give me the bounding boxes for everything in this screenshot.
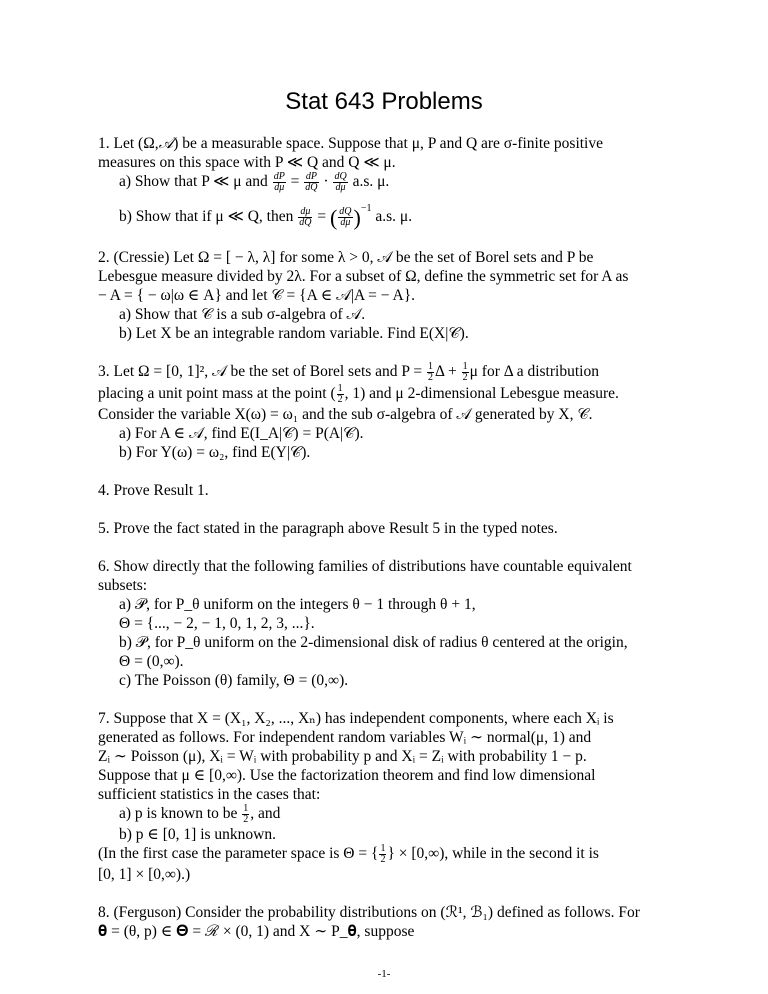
exponent-minus-one: −1 <box>360 203 372 214</box>
fraction-dp-dq: $\frac{dP}{dQ}$ <box>305 171 318 193</box>
problem-7-part-a-suffix: , and <box>250 805 281 823</box>
problem-7-part-a-prefix: a) p is known to be <box>119 805 238 823</box>
problem-7-part-b: b) p ∈ [0, 1] is unknown. <box>119 826 276 843</box>
problem-7-line5: sufficient statistics in the cases that: <box>98 786 321 803</box>
problem-3-line2-b: , 1) and μ 2-dimensional Lebesgue measure. <box>344 385 619 403</box>
equals-sign: = <box>290 173 300 191</box>
problem-6-line1: 6. Show directly that the following families of distributions have countable equivalent <box>98 558 632 575</box>
problem-7-line6-b: } × [0,∞), while in the second it is <box>387 845 599 863</box>
problem-1-part-a-suffix: a.s. μ. <box>352 173 390 191</box>
problem-3-part-a: a) For A ∈ 𝒜, find E(I_A|𝒞) = P(A|𝒞). <box>119 425 364 442</box>
problem-2-part-b: b) Let X be an integrable random variable. Find E(X|𝒞). <box>119 325 469 342</box>
problem-1-part-b <box>119 199 412 228</box>
problem-3-line1-c: μ for Δ a distribution <box>469 363 599 381</box>
fraction-dq-dmu-2: $\frac{dQ}{d\mu}$ <box>339 205 352 228</box>
problem-3-line2 <box>98 384 619 405</box>
problem-7-part-a <box>119 804 280 825</box>
problem-4: 4. Prove Result 1. <box>98 482 209 499</box>
problem-7-line6 <box>98 844 599 865</box>
fraction-dp-dmu: $\frac{dP}{d\mu}$ <box>273 171 285 193</box>
problem-7-line4: Suppose that μ ∈ [0,∞). Use the factorization theorem and find low dimensional <box>98 767 596 784</box>
problem-1-intro-a: 1. Let (Ω, <box>98 135 159 152</box>
problem-2-line1: 2. (Cressie) Let Ω = [ − λ, λ] for some λ > 0, 𝒜 be the set of Borel sets and P be <box>98 249 594 266</box>
fraction-half-2: $\frac{1}{2}$ <box>462 361 468 383</box>
problem-6-part-c: c) The Poisson (θ) family, Θ = (0,∞). <box>119 672 349 689</box>
problem-2-line3: − A = { − ω|ω ∈ A} and let 𝒞 = {A ∈ 𝒜|A = − A}. <box>98 287 416 304</box>
problem-2-line2: Lebesgue measure divided by 2λ. For a subset of Ω, define the symmetric set for A as <box>98 268 629 285</box>
problem-6-line2: subsets: <box>98 577 148 594</box>
problem-3-line1-a: 3. Let Ω = [0, 1]², 𝒜 be the set of Borel sets and P = <box>98 363 423 381</box>
problem-8-line2: 𝛉 = (θ, p) ∈ 𝚯 = ℛ × (0, 1) and X ∼ P_𝛉, suppose <box>98 923 415 940</box>
problem-1-intro <box>98 134 603 153</box>
dot-operator: · <box>323 173 329 191</box>
problem-1-part-b-suffix: a.s. μ. <box>375 208 413 225</box>
fraction-dq-dmu: $\frac{dQ}{d\mu}$ <box>334 171 347 193</box>
left-paren: ( <box>329 204 338 230</box>
problem-3-line3: Consider the variable X(ω) = ω₁ and the sub σ-algebra of 𝒜 generated by X, 𝒞. <box>98 406 593 423</box>
fraction-half: $\frac{1}{2}$ <box>427 361 433 383</box>
equals-sign-2: = <box>317 208 327 225</box>
problem-7-line7: [0, 1] × [0,∞).) <box>98 866 191 883</box>
problem-7-line6-a: (In the first case the parameter space is Θ = { <box>98 845 379 863</box>
fraction-dmu-dq: $\frac{d\mu}{dQ}$ <box>299 205 312 228</box>
right-paren: ) <box>353 204 361 230</box>
fraction-half-4: $\frac{1}{2}$ <box>243 803 249 825</box>
problem-6-part-a-line2: Θ = {..., − 2, − 1, 0, 1, 2, 3, ...}. <box>119 615 315 632</box>
problem-5: 5. Prove the fact stated in the paragraph above Result 5 in the typed notes. <box>98 520 558 537</box>
problem-3-line2-a: placing a unit point mass at the point ( <box>98 385 336 403</box>
problem-3-line1 <box>98 362 599 383</box>
problem-6-part-b-line2: Θ = (0,∞). <box>119 653 184 670</box>
sigma-algebra-symbol: 𝒜 <box>158 134 174 152</box>
page-number: -1- <box>377 968 391 980</box>
problem-7-line3: Zᵢ ∼ Poisson (μ), Xᵢ = Wᵢ with probability p and Xᵢ = Zᵢ with probability 1 − p. <box>98 748 587 765</box>
problem-7-line2: generated as follows. For independent random variables Wᵢ ∼ normal(μ, 1) and <box>98 729 592 746</box>
problem-3-line1-b: Δ + <box>434 363 457 381</box>
fraction-half-5: $\frac{1}{2}$ <box>380 843 386 865</box>
problem-8-line1: 8. (Ferguson) Consider the probability distributions on (ℛ¹, ℬ₁) defined as follows. For <box>98 904 640 921</box>
problem-2-part-a: a) Show that 𝒞 is a sub σ-algebra of 𝒜. <box>119 306 366 323</box>
problem-1-part-a-prefix: a) Show that P ≪ μ and <box>119 173 268 191</box>
problem-1-intro-line2: measures on this space with P ≪ Q and Q ≪ μ. <box>98 154 396 171</box>
problem-1-part-b-prefix: b) Show that if μ ≪ Q, then <box>119 208 294 225</box>
problem-1-intro-b: ) be a measurable space. Suppose that μ, P and Q are σ-finite positive <box>173 135 603 152</box>
problem-7-line1: 7. Suppose that X = (X₁, X₂, ..., Xₙ) has independent components, where each Xᵢ is <box>98 710 614 727</box>
page-title: Stat 643 Problems <box>285 88 483 115</box>
problem-6-part-b-line1: b) 𝒫, for P_θ uniform on the 2-dimensional disk of radius θ centered at the origin, <box>119 634 628 651</box>
fraction-half-3: $\frac{1}{2}$ <box>337 383 343 405</box>
problem-6-part-a-line1: a) 𝒫, for P_θ uniform on the integers θ − 1 through θ + 1, <box>119 596 476 613</box>
problem-3-part-b: b) For Y(ω) = ω₂, find E(Y|𝒞). <box>119 444 311 461</box>
problem-1-part-a <box>119 172 389 193</box>
